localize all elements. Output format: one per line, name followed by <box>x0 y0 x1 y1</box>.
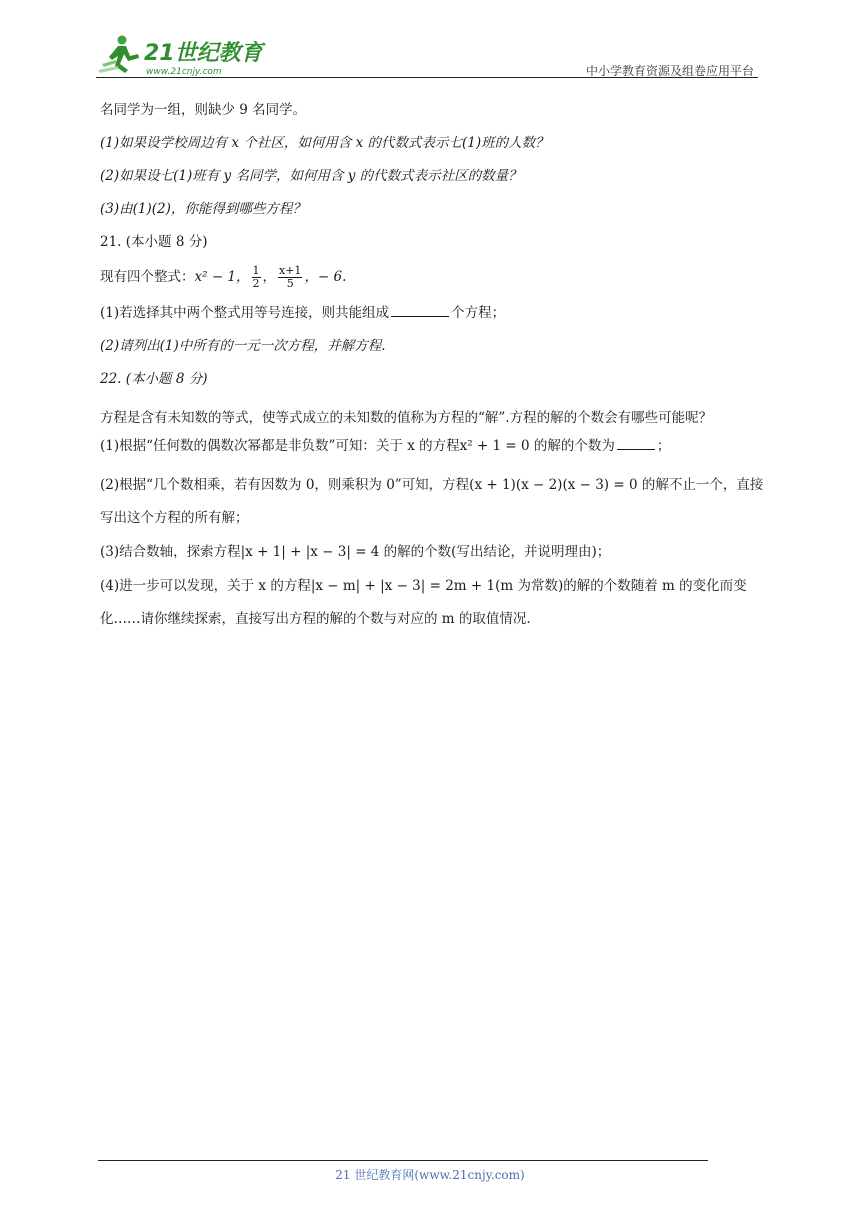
svg-text:www.21cnjy.com: www.21cnjy.com <box>146 67 222 77</box>
footer-divider <box>98 1160 708 1161</box>
question-22-part-1: (1)根据“任何数的偶数次幂都是非负数”可知：关于 x 的方程x² + 1 = 0 的解的个数为 ； <box>100 438 671 454</box>
header-divider <box>96 77 758 78</box>
question-22-part-4: (4)进一步可以发现，关于 x 的方程|x − m| + |x − 3| = 2m + 1(m 为常数)的解的个数随着 m 的变化而变化……请你继续探索，直接写出方程的解的个数与对应的 m 的取值情况. <box>100 578 747 627</box>
question-22-heading: 22. (本小题 8 分) <box>100 371 208 387</box>
document-body <box>100 100 764 637</box>
question-22-part-3: (3)结合数轴，探索方程|x + 1| + |x − 3| = 4 的解的个数(写出结论，并说明理由)； <box>100 544 611 560</box>
text-line: 名同学为一组，则缺少 9 名同学。 <box>100 102 307 118</box>
question-part-2: (2)如果设七(1)班有 y 名同学，如何用含 y 的代数式表示社区的数量？ <box>100 168 522 184</box>
question-part-3: (3)由(1)(2)，你能得到哪些方程？ <box>100 201 306 217</box>
fraction-one-half: $\frac{1}{2}$ <box>252 264 260 290</box>
question-22-part-2: (2)根据“几个数相乘，若有因数为 0，则乘积为 0”可知，方程(x + 1)(x − 2)(x − 3) = 0 的解不止一个，直接写出这个方程的所有解； <box>100 477 764 526</box>
separator: ， <box>262 269 277 285</box>
question-21-part-1: (1)若选择其中两个整式用等号连接，则共能组成 个方程； <box>100 305 506 321</box>
question-22-intro: 方程是含有未知数的等式，使等式成立的未知数的值称为方程的“解”.方程的解的个数会有哪些可能呢？ <box>100 410 713 426</box>
answer-blank[interactable] <box>617 437 655 450</box>
expression-tail: ，− 6. <box>304 269 347 285</box>
question-21-part-2: (2)请列出(1)中所有的一元一次方程，并解方程. <box>100 338 386 354</box>
fraction-x-plus-1-over-5: $\frac{x+1}{5}$ <box>279 264 302 290</box>
intro-text: 现有四个整式： <box>100 269 195 285</box>
page-header <box>96 30 758 78</box>
site-logo <box>96 30 266 78</box>
svg-text:21世纪教育: 21世纪教育 <box>144 41 263 66</box>
header-platform-text: 中小学教育资源及组卷应用平台 <box>585 64 754 78</box>
expression-1: x² − 1， <box>194 269 250 285</box>
question-part-1: (1)如果设学校周边有 x 个社区，如何用含 x 的代数式表示七(1)班的人数？ <box>100 135 549 151</box>
footer-link[interactable]: 21 世纪教育网(www.21cnjy.com) <box>335 1168 525 1182</box>
question-21-intro <box>100 265 764 290</box>
question-21-heading: 21. (本小题 8 分) <box>100 234 208 250</box>
answer-blank[interactable] <box>391 304 449 317</box>
